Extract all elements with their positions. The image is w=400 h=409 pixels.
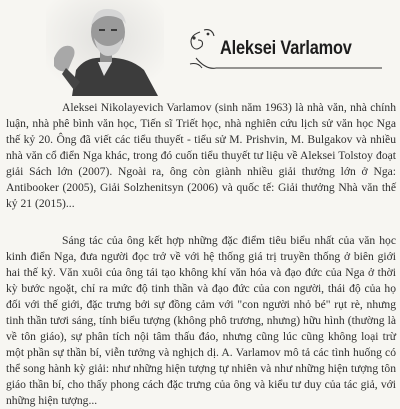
author-name: Aleksei Varlamov [220, 38, 352, 59]
author-portrait-image [46, 0, 164, 96]
biography-paragraph: Aleksei Nikolayevich Varlamov (sinh năm 1963) là nhà văn, nhà chính luận, nhà phê bình văn học, Tiến sĩ Triết học, nhà nghiên cứu lịch sử văn học Nga thế kỷ 20. Ông đã viết các tiểu thuyết - tiểu sử M. Prishvin, M. Bulgakov và nhiều nhà văn cổ điển Nga khác, trong đó cuốn tiểu thuyết tư liệu về Aleksei Tolstoy đoạt giải Sách lớn (2007). Ngoài ra, ông còn giành nhiều giải thưởng lớn ở Nga: Antibooker (2005), Giải Solzhenitsyn (2006) và quốc tế: Giải thưởng Nhà văn thế kỷ 21 (2015)... [6, 101, 396, 210]
author-photo [46, 0, 164, 96]
author-name-banner [186, 28, 386, 76]
works-paragraph: Sáng tác của ông kết hợp những đặc điểm tiêu biểu nhất của văn học kinh điển Nga, đưa người đọc trở về với hệ thống giá trị truyền thống ở biên giới hai thế kỷ. Văn xuôi của ông tái tạo không khí văn hóa và đạo đức của Nga ở thời kỳ bước ngoặt, chỉ ra mức độ tinh thần và đạo đức của con người, thái độ của họ đối với thế giới, đặc trưng bởi sự đồng cảm với "con người nhỏ bé" rụt rè, nhưng tinh thần tươi sáng, tính biểu tượng (không phô trương, nhưng) hữu hình (thường là về tôn giáo), sự phân tích nội tâm thấu đáo, nhưng cũng lúc cũng không loại trừ một phần sự thần bí, viễn tưởng và nghịch dị. A. Varlamov mô tả các tình huống có thể song hành kỳ giải: như những hiện tượng tự nhiên và như những hiện tượng tôn giáo thần bí, cho thấy phong cách đặc trưng của ông và kiểu tư duy của tác giả, với những hiện tượng... [6, 234, 396, 407]
